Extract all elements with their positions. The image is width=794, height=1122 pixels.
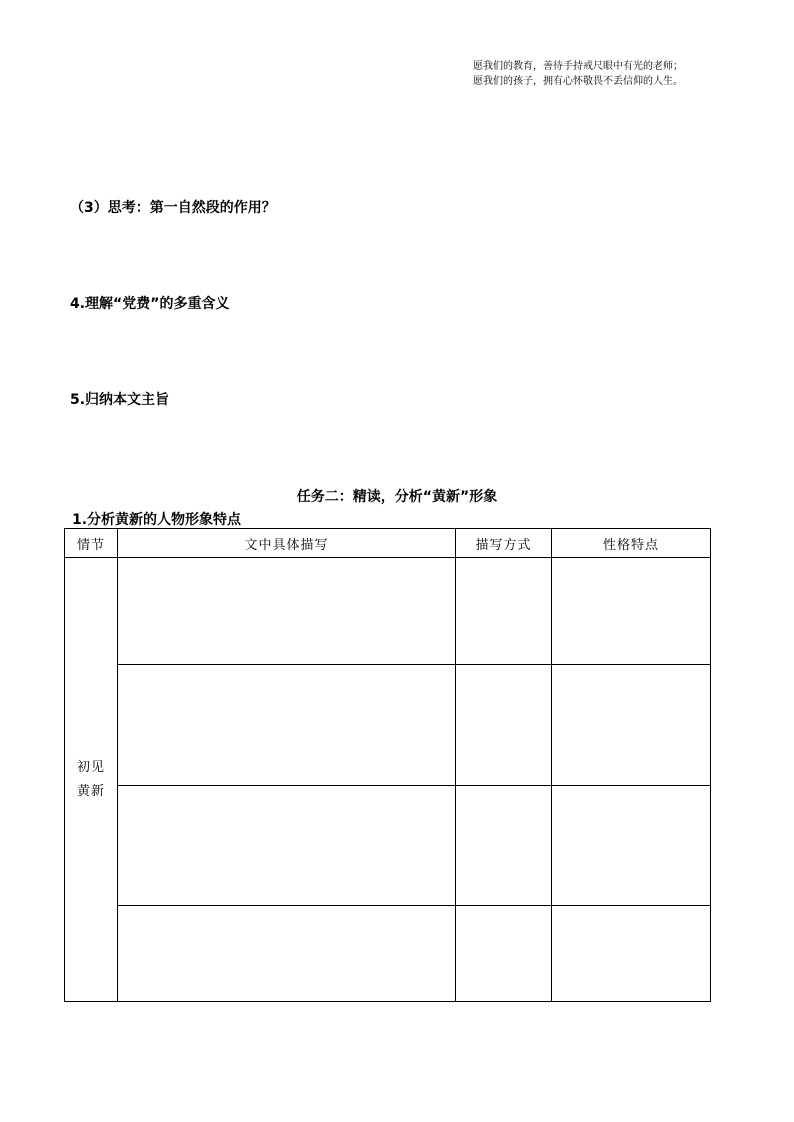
col-header-description: 文中具体描写 xyxy=(118,529,456,558)
plot-label-line-2: 黄新 xyxy=(76,783,105,799)
table-row xyxy=(65,786,711,906)
header-motto-line-1: 愿我们的教育，善待手持戒尺眼中有光的老师； xyxy=(473,61,683,72)
header-motto-line-2: 愿我们的孩子，拥有心怀敬畏不丢信仰的人生。 xyxy=(473,76,683,87)
description-cell[interactable] xyxy=(118,906,456,1002)
table-row xyxy=(65,665,711,786)
method-cell[interactable] xyxy=(456,558,552,665)
plot-cell xyxy=(65,558,118,1002)
traits-cell[interactable] xyxy=(552,665,711,786)
description-cell[interactable] xyxy=(118,786,456,906)
table-row xyxy=(65,906,711,1002)
description-cell[interactable] xyxy=(118,558,456,665)
task-two-title: 任务二：精读，分析“黄新”形象 xyxy=(296,489,498,505)
table-header-row xyxy=(65,529,711,558)
method-cell[interactable] xyxy=(456,906,552,1002)
question-5: 5.归纳本文主旨 xyxy=(70,392,170,408)
character-analysis-table xyxy=(64,528,711,1002)
traits-cell[interactable] xyxy=(552,906,711,1002)
col-header-traits: 性格特点 xyxy=(552,529,711,558)
table-row xyxy=(65,558,711,665)
question-4: 4.理解“党费”的多重含义 xyxy=(70,296,230,312)
col-header-method: 描写方式 xyxy=(456,529,552,558)
table-caption: 1.分析黄新的人物形象特点 xyxy=(72,512,242,528)
plot-label-line-1: 初见 xyxy=(76,759,105,775)
method-cell[interactable] xyxy=(456,665,552,786)
description-cell[interactable] xyxy=(118,665,456,786)
method-cell[interactable] xyxy=(456,786,552,906)
question-3: （3）思考：第一自然段的作用？ xyxy=(70,200,276,216)
col-header-plot: 情节 xyxy=(65,529,118,558)
traits-cell[interactable] xyxy=(552,558,711,665)
traits-cell[interactable] xyxy=(552,786,711,906)
